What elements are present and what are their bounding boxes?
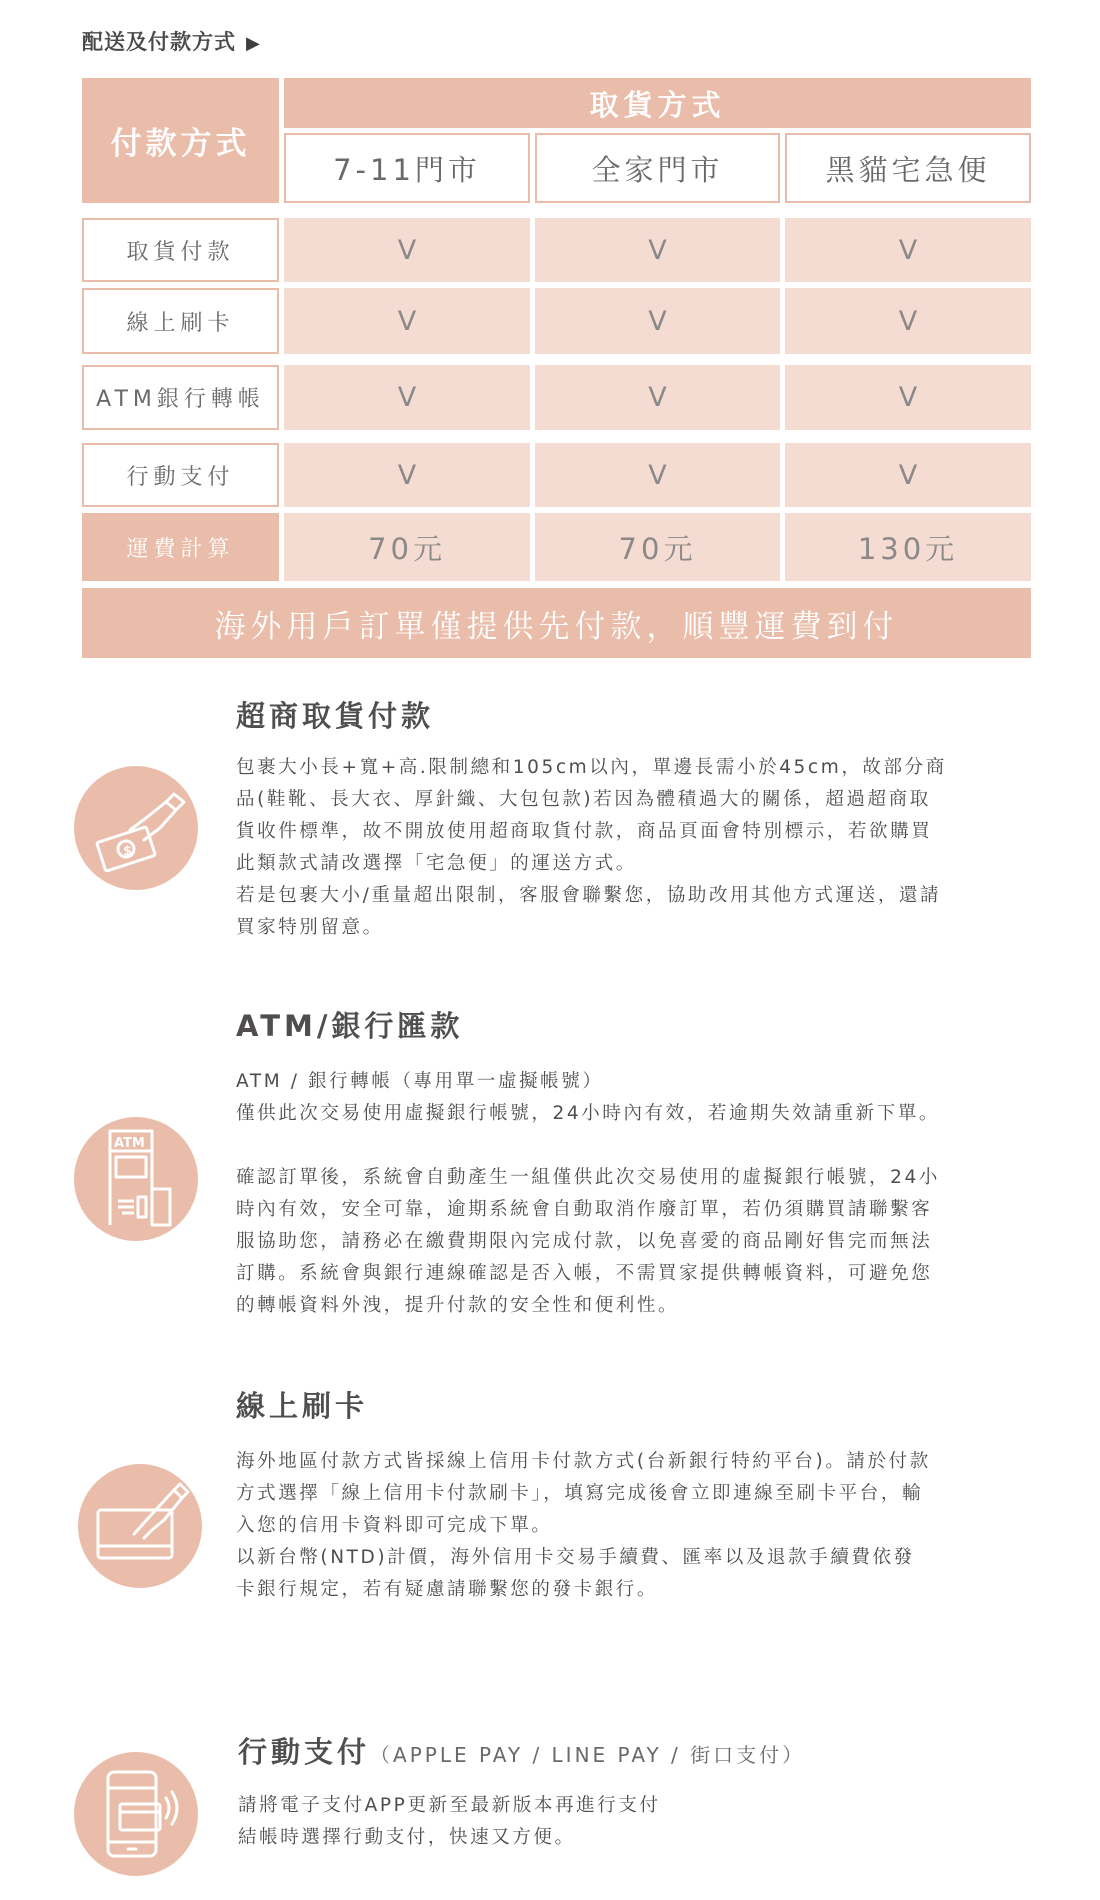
text-line: 方式選擇「線上信用卡付款刷卡」，填寫完成後會立即連線至刷卡平台，輸 [236, 1483, 924, 1504]
row-label-shipping-fee: 運費計算 [82, 513, 279, 581]
text-line: 的轉帳資料外洩，提升付款的安全性和便利性。 [236, 1295, 680, 1316]
text-line: 品(鞋靴、長大衣、厚針織、大包包款)若因為體積過大的關係，超過超商取 [236, 789, 931, 810]
section-title-mobile-text: 行動支付 [238, 1735, 371, 1769]
text-line: ATM / 銀行轉帳（專用單一虛擬帳號） [236, 1071, 604, 1092]
shipping-fee-blackcat: 130元 [785, 513, 1031, 581]
table-cell: V [785, 288, 1031, 354]
text-line: 僅供此次交易使用虛擬銀行帳號，24小時內有效，若逾期失效請重新下單。 [236, 1103, 940, 1124]
section-text-mobile [238, 1790, 1028, 1854]
breadcrumb[interactable] [82, 26, 261, 56]
text-line: 以新台幣(NTD)計價，海外信用卡交易手續費、匯率以及退款手續費依發 [236, 1547, 915, 1568]
hand-cash-icon [74, 766, 198, 890]
column-header-blackcat: 黑貓宅急便 [785, 133, 1031, 203]
mobile-payment-icon [74, 1752, 198, 1876]
payment-method-header: 付款方式 [82, 78, 279, 203]
table-cell: V [284, 365, 530, 430]
text-line: 包裹大小長+寬+高.限制總和105cm以內，單邊長需小於45cm，故部分商 [236, 757, 947, 778]
section-title-card: 線上刷卡 [236, 1389, 369, 1423]
column-header-familymart: 全家門市 [535, 133, 780, 203]
text-line: 服協助您，請務必在繳費期限內完成付款，以免喜愛的商品剛好售完而無法 [236, 1231, 933, 1252]
row-label-atm: ATM銀行轉帳 [82, 365, 279, 430]
text-line: 此類款式請改選擇「宅急便」的運送方式。 [236, 853, 637, 874]
shipping-method-header: 取貨方式 [284, 78, 1031, 128]
row-label-cod: 取貨付款 [82, 218, 279, 282]
table-cell: V [785, 443, 1031, 507]
row-label-mobile-pay: 行動支付 [82, 443, 279, 507]
table-cell: V [535, 218, 780, 282]
section-text-atm-intro [236, 1066, 1026, 1130]
text-line: 入您的信用卡資料即可完成下單。 [236, 1515, 553, 1536]
text-line: 卡銀行規定，若有疑慮請聯繫您的發卡銀行。 [236, 1579, 659, 1600]
section-text-convenience [236, 752, 1026, 944]
svg-text:ATM: ATM [114, 1136, 145, 1151]
text-line: 確認訂單後，系統會自動產生一組僅供此次交易使用的虛擬銀行帳號，24小 [236, 1167, 940, 1188]
overseas-notice-banner: 海外用戶訂單僅提供先付款，順豐運費到付 [82, 588, 1031, 658]
table-cell: V [535, 288, 780, 354]
text-line: 訂購。系統會與銀行連線確認是否入帳，不需買家提供轉帳資料，可避免您 [236, 1263, 933, 1284]
shipping-fee-711: 70元 [284, 513, 530, 581]
shipping-fee-familymart: 70元 [535, 513, 780, 581]
credit-card-hand-icon [78, 1464, 202, 1588]
table-cell: V [785, 218, 1031, 282]
atm-machine-icon [74, 1117, 198, 1241]
section-text-atm-detail [236, 1162, 1026, 1322]
column-header-711: 7-11門市 [284, 133, 530, 203]
section-title-convenience: 超商取貨付款 [236, 699, 435, 733]
text-line: 若是包裹大小/重量超出限制，客服會聯繫您，協助改用其他方式運送，還請 [236, 885, 942, 906]
table-cell: V [284, 288, 530, 354]
table-cell: V [785, 365, 1031, 430]
text-line: 結帳時選擇行動支付，快速又方便。 [238, 1827, 576, 1848]
row-label-online-card: 線上刷卡 [82, 288, 279, 354]
section-subtitle-mobile: （APPLE PAY / LINE PAY / 街口支付） [370, 1743, 806, 1767]
section-text-card [236, 1446, 1026, 1606]
text-line: 請將電子支付APP更新至最新版本再進行支付 [238, 1795, 661, 1816]
table-cell: V [535, 365, 780, 430]
table-cell: V [284, 443, 530, 507]
table-cell: V [284, 218, 530, 282]
text-line: 時內有效，安全可靠，逾期系統會自動取消作廢訂單，若仍須購買請聯繫客 [236, 1199, 933, 1220]
breadcrumb-label: 配送及付款方式 [82, 29, 236, 54]
text-line: 海外地區付款方式皆採線上信用卡付款方式(台新銀行特約平台)。請於付款 [236, 1451, 931, 1472]
section-title-mobile [238, 1730, 805, 1771]
svg-text:$: $ [123, 844, 133, 859]
table-cell: V [535, 443, 780, 507]
text-line: 貨收件標準，故不開放使用超商取貨付款，商品頁面會特別標示，若欲購買 [236, 821, 933, 842]
text-line: 買家特別留意。 [236, 917, 384, 938]
triangle-right-icon: ▶ [246, 33, 261, 54]
section-title-atm: ATM/銀行匯款 [236, 1009, 464, 1043]
